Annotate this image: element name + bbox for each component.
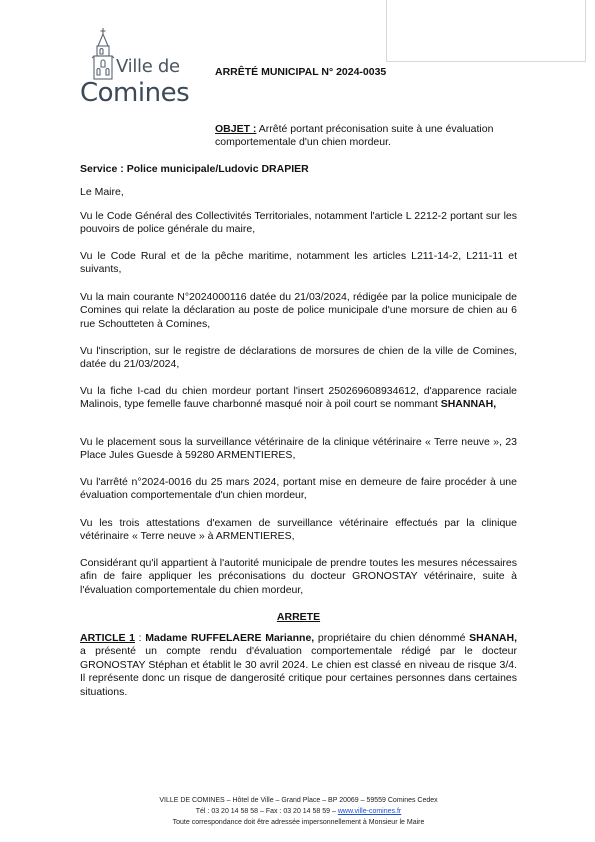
document-title: ARRÊTÉ MUNICIPAL N° 2024-0035: [215, 66, 387, 78]
article-1-label: ARTICLE 1: [80, 632, 136, 644]
owner-name: Madame RUFFELAERE Marianne,: [145, 632, 315, 644]
comines-logo: [80, 26, 195, 111]
footer-address: VILLE DE COMINES – Hôtel de Ville – Grand Place – BP 20069 – 59559 Comines Cedex: [159, 797, 438, 804]
objet-label: OBJET :: [215, 123, 257, 135]
paragraph-inscription: Vu l'inscription, sur le registre de déclarations de morsures de chien de la ville de Comines, datée du 21/03/2024,: [80, 345, 517, 371]
logo-ville-text: Ville de: [116, 56, 180, 77]
service-line: Service : Police municipale/Ludovic DRAPIER: [80, 163, 309, 175]
logo-comines-text: Comines: [80, 78, 190, 108]
le-maire: Le Maire,: [80, 186, 124, 198]
paragraph-main-courante: Vu la main courante N°2024000116 datée du 21/03/2024, rédigée par la police municipale de Comines qui relate la déclaration au poste de police municipale d'une morsure de chien au 6 rue Schoutteten à Comines,: [80, 291, 517, 330]
footer-phone-fax: Tél : 03 20 14 58 58 – Fax : 03 20 14 58 59 –: [195, 808, 338, 815]
arrete-heading: ARRETE: [276, 611, 321, 623]
paragraph-arrete-2024-0016: Vu l'arrêté n°2024-0016 du 25 mars 2024, portant mise en demeure de faire procéder à une évaluation comportementale d'un chien mordeur,: [80, 476, 517, 502]
paragraph-cgct: Vu le Code Général des Collectivités Territoriales, notamment l'article L 2212-2 portant sur les pouvoirs de police générale du maire,: [80, 210, 517, 236]
paragraph-placement: Vu le placement sous la surveillance vétérinaire de la clinique vétérinaire « Terre neuve », 23 Place Jules Guesde à 59280 ARMENTIERES,: [80, 436, 517, 462]
footer-website-link[interactable]: www.ville-comines.fr: [337, 808, 402, 815]
article-1-sep: :: [135, 632, 146, 644]
article-1: [80, 632, 517, 699]
church-tower-icon: [88, 28, 118, 80]
footer-note: Toute correspondance doit être adressée impersonnellement à Monsieur le Maire: [172, 819, 425, 826]
objet-text: Arrêté portant préconisation suite à une évaluation comportementale d'un chien mordeur.: [215, 123, 494, 148]
article-1-text-b: a présenté un compte rendu d'évaluation comportementale rédigé par le docteur GRONOSTAY Stéphan et établit le 30 avril 2024. Le chien est classé en niveau de risque 3/4. Il représente donc un risque de dangerosité critique pour certaines personnes dans certaines situations.: [80, 645, 517, 698]
paragraph-considerant: Considérant qu'il appartient à l'autorité municipale de prendre toutes les mesures nécessaires afin de faire appliquer les préconisations du docteur GRONOSTAY vétérinaire, suite à l'évaluation comportementale du chien mordeur,: [80, 557, 517, 596]
dog-name: SHANNAH,: [440, 398, 497, 411]
objet-block: [215, 123, 505, 149]
article-1-text-a: propriétaire du chien dénommé: [314, 632, 470, 644]
corner-frame: [386, 0, 586, 62]
paragraph-fiche-icad: [80, 385, 517, 412]
footer-contact: [80, 807, 517, 817]
fiche-icad-text: Vu la fiche I-cad du chien mordeur portant l'insert 250269608934612, d'apparence raciale Malinois, type femelle fauve charbonné masqué noir à poil court se nommant: [80, 385, 517, 411]
paragraph-attestations: Vu les trois attestations d'examen de surveillance vétérinaire effectués par la clinique vétérinaire « Terre neuve » à ARMENTIERES,: [80, 517, 517, 543]
paragraph-code-rural: Vu le Code Rural et de la pêche maritime, notamment les articles L211-14-2, L211-11 et suivants,: [80, 250, 517, 276]
article-1-dog-name: SHANAH,: [469, 632, 517, 644]
